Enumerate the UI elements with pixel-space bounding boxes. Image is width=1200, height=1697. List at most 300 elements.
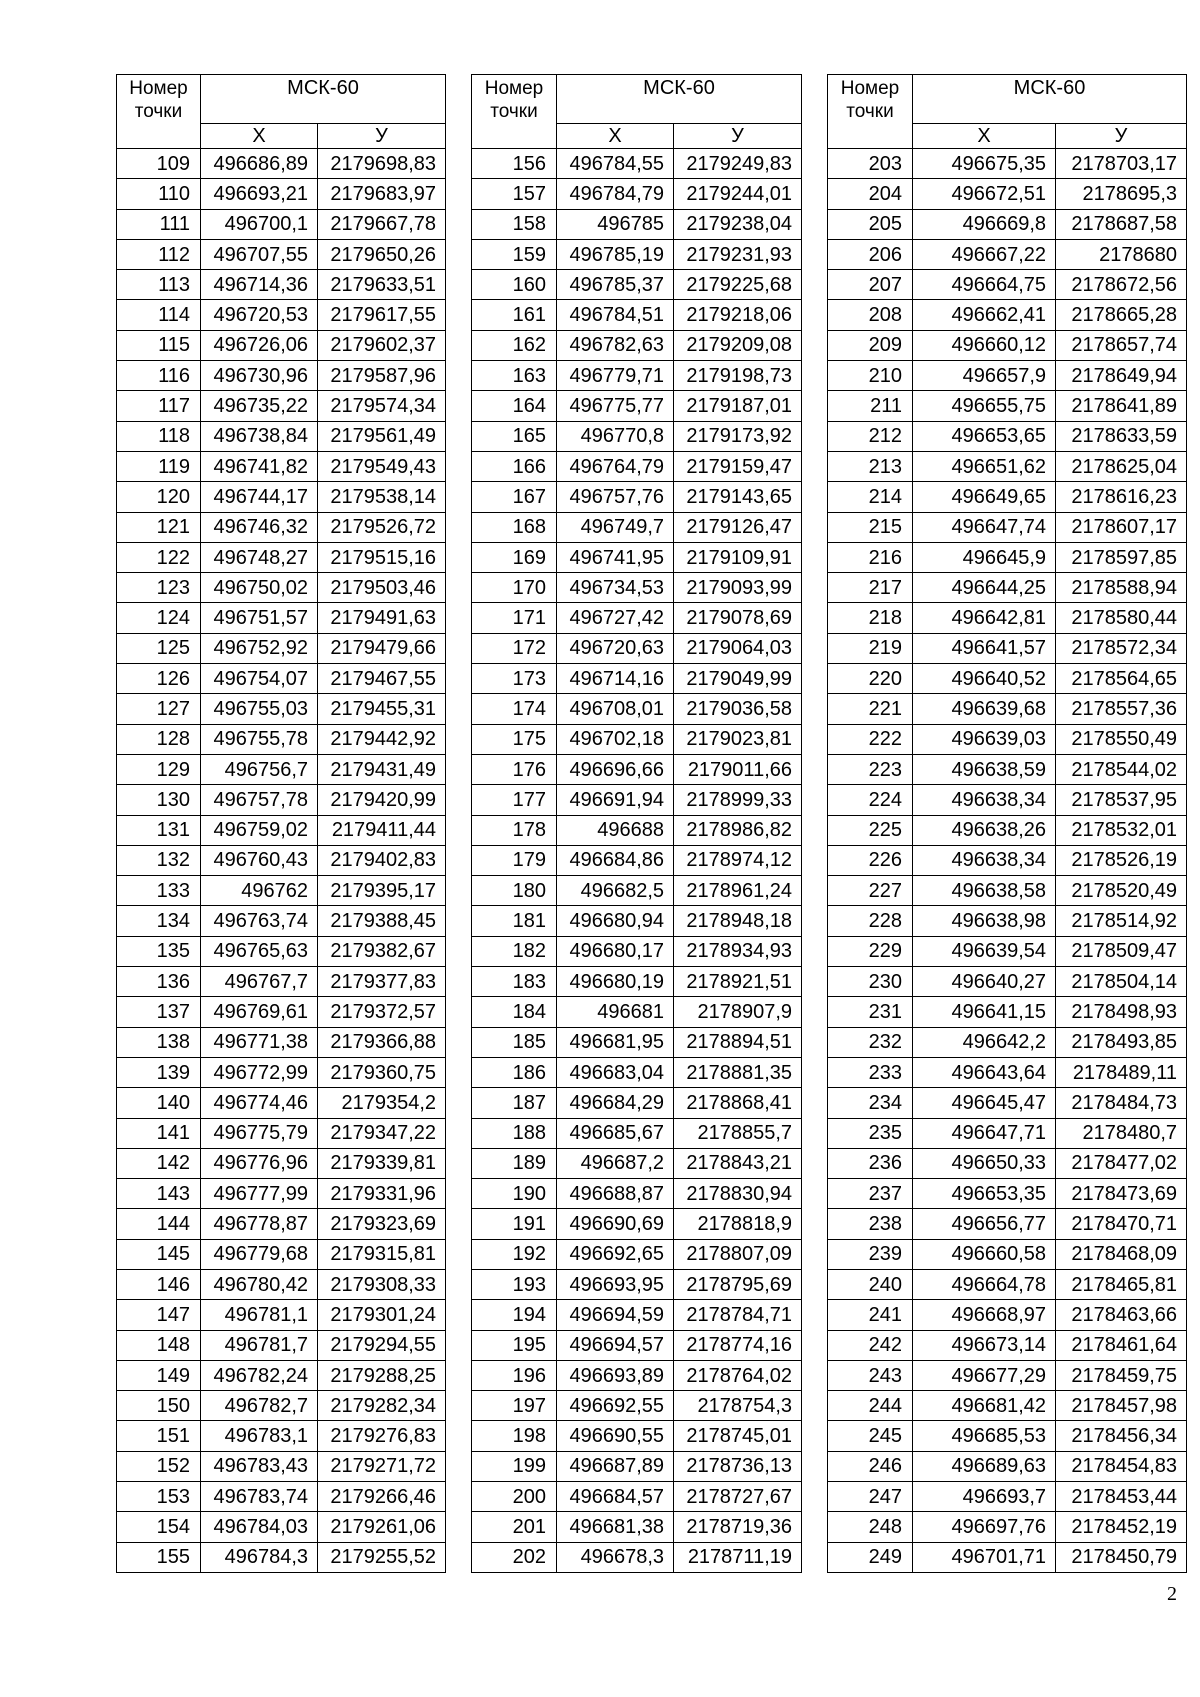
y-cell: 2179382,67 — [318, 936, 446, 966]
point-number-cell: 214 — [828, 482, 913, 512]
y-cell: 2179218,06 — [674, 300, 802, 330]
table-row — [472, 815, 802, 845]
x-cell: 496651,62 — [913, 451, 1056, 481]
x-cell: 496697,76 — [913, 1512, 1056, 1542]
y-cell: 2179276,83 — [318, 1421, 446, 1451]
x-cell: 496702,18 — [557, 724, 674, 754]
y-cell: 2179339,81 — [318, 1148, 446, 1178]
table-row — [117, 1360, 446, 1390]
point-number-cell: 203 — [828, 149, 913, 179]
y-cell: 2178452,19 — [1056, 1512, 1187, 1542]
table-row — [472, 239, 802, 269]
x-cell: 496681 — [557, 997, 674, 1027]
table-row — [828, 845, 1187, 875]
y-cell: 2179479,66 — [318, 633, 446, 663]
point-number-cell: 167 — [472, 482, 557, 512]
point-number-cell: 176 — [472, 754, 557, 784]
y-cell: 2178807,09 — [674, 1239, 802, 1269]
point-number-cell: 205 — [828, 209, 913, 239]
table-row — [828, 1451, 1187, 1481]
x-cell: 496675,35 — [913, 149, 1056, 179]
table-row — [472, 391, 802, 421]
x-cell: 496677,29 — [913, 1360, 1056, 1390]
table-row — [472, 1179, 802, 1209]
y-cell: 2178868,41 — [674, 1088, 802, 1118]
y-cell: 2179198,73 — [674, 361, 802, 391]
point-number-cell: 235 — [828, 1118, 913, 1148]
table-row — [828, 1088, 1187, 1118]
table-row — [117, 1300, 446, 1330]
table-row — [117, 785, 446, 815]
y-cell: 2178588,94 — [1056, 573, 1187, 603]
x-cell: 496681,95 — [557, 1027, 674, 1057]
x-cell: 496730,96 — [201, 361, 318, 391]
point-number-cell: 248 — [828, 1512, 913, 1542]
y-cell: 2179294,55 — [318, 1330, 446, 1360]
point-number-cell: 111 — [117, 209, 201, 239]
table-row — [472, 1451, 802, 1481]
x-cell: 496776,96 — [201, 1148, 318, 1178]
point-number-cell: 239 — [828, 1239, 913, 1269]
point-number-cell: 166 — [472, 451, 557, 481]
x-cell: 496785 — [557, 209, 674, 239]
x-cell: 496720,53 — [201, 300, 318, 330]
x-cell: 496687,2 — [557, 1148, 674, 1178]
y-cell: 2179420,99 — [318, 785, 446, 815]
y-cell: 2179372,57 — [318, 997, 446, 1027]
y-cell: 2178680 — [1056, 239, 1187, 269]
x-cell: 496748,27 — [201, 542, 318, 572]
table-row — [472, 149, 802, 179]
y-cell: 2178526,19 — [1056, 845, 1187, 875]
table-row — [472, 906, 802, 936]
table-row — [828, 573, 1187, 603]
table-row — [117, 1088, 446, 1118]
y-cell: 2179315,81 — [318, 1239, 446, 1269]
point-number-cell: 158 — [472, 209, 557, 239]
table-row — [828, 754, 1187, 784]
x-cell: 496650,33 — [913, 1148, 1056, 1178]
point-number-cell: 125 — [117, 633, 201, 663]
y-cell: 2179683,97 — [318, 179, 446, 209]
x-cell: 496644,25 — [913, 573, 1056, 603]
point-number-cell: 202 — [472, 1542, 557, 1572]
table-row — [828, 482, 1187, 512]
y-cell: 2178544,02 — [1056, 754, 1187, 784]
x-cell: 496685,67 — [557, 1118, 674, 1148]
table-row — [117, 845, 446, 875]
table-row — [117, 270, 446, 300]
y-cell: 2179602,37 — [318, 330, 446, 360]
point-number-cell: 242 — [828, 1330, 913, 1360]
point-number-cell: 230 — [828, 967, 913, 997]
table-row — [828, 1391, 1187, 1421]
y-cell: 2178484,73 — [1056, 1088, 1187, 1118]
y-cell: 2179455,31 — [318, 694, 446, 724]
x-cell: 496754,07 — [201, 664, 318, 694]
point-number-cell: 218 — [828, 603, 913, 633]
y-cell: 2178456,34 — [1056, 1421, 1187, 1451]
x-cell: 496777,99 — [201, 1179, 318, 1209]
point-number-cell: 150 — [117, 1391, 201, 1421]
table-row — [472, 754, 802, 784]
table-row — [828, 421, 1187, 451]
point-number-cell: 110 — [117, 179, 201, 209]
point-number-cell: 121 — [117, 512, 201, 542]
point-number-cell: 155 — [117, 1542, 201, 1572]
table-row — [828, 1209, 1187, 1239]
point-number-cell: 236 — [828, 1148, 913, 1178]
point-number-cell: 238 — [828, 1209, 913, 1239]
table-row — [117, 1542, 446, 1572]
x-cell: 496684,57 — [557, 1482, 674, 1512]
table-row — [117, 1512, 446, 1542]
point-number-cell: 247 — [828, 1482, 913, 1512]
point-number-cell: 204 — [828, 179, 913, 209]
x-cell: 496784,03 — [201, 1512, 318, 1542]
x-cell: 496685,53 — [913, 1421, 1056, 1451]
table-row — [472, 1118, 802, 1148]
point-number-cell: 208 — [828, 300, 913, 330]
y-cell: 2178470,71 — [1056, 1209, 1187, 1239]
point-number-cell: 123 — [117, 573, 201, 603]
y-header: У — [318, 124, 446, 149]
point-number-cell: 143 — [117, 1179, 201, 1209]
table-row — [117, 1027, 446, 1057]
x-cell: 496752,92 — [201, 633, 318, 663]
point-number-cell: 216 — [828, 542, 913, 572]
table-row — [472, 1057, 802, 1087]
system-header: МСК-60 — [201, 75, 446, 124]
x-cell: 496638,58 — [913, 876, 1056, 906]
point-number-cell: 198 — [472, 1421, 557, 1451]
x-cell: 496662,41 — [913, 300, 1056, 330]
x-cell: 496639,54 — [913, 936, 1056, 966]
table-row — [472, 361, 802, 391]
point-number-cell: 177 — [472, 785, 557, 815]
point-number-cell: 179 — [472, 845, 557, 875]
y-cell: 2178703,17 — [1056, 149, 1187, 179]
x-cell: 496727,42 — [557, 603, 674, 633]
y-cell: 2178641,89 — [1056, 391, 1187, 421]
table-row — [828, 512, 1187, 542]
point-number-cell: 237 — [828, 1179, 913, 1209]
x-cell: 496680,17 — [557, 936, 674, 966]
table-row — [828, 694, 1187, 724]
table-row — [828, 149, 1187, 179]
y-cell: 2179354,2 — [318, 1088, 446, 1118]
table-row — [472, 482, 802, 512]
x-cell: 496756,7 — [201, 754, 318, 784]
y-cell: 2178493,85 — [1056, 1027, 1187, 1057]
point-number-cell: 224 — [828, 785, 913, 815]
x-cell: 496772,99 — [201, 1057, 318, 1087]
point-number-cell: 207 — [828, 270, 913, 300]
y-cell: 2178881,35 — [674, 1057, 802, 1087]
table-row — [828, 270, 1187, 300]
table-row — [828, 603, 1187, 633]
table-row — [117, 633, 446, 663]
y-cell: 2178465,81 — [1056, 1269, 1187, 1299]
x-cell: 496657,9 — [913, 361, 1056, 391]
table-row — [117, 482, 446, 512]
x-cell: 496686,89 — [201, 149, 318, 179]
point-number-cell: 135 — [117, 936, 201, 966]
point-number-cell: 116 — [117, 361, 201, 391]
y-cell: 2179442,92 — [318, 724, 446, 754]
table-row — [472, 1542, 802, 1572]
point-number-cell: 152 — [117, 1451, 201, 1481]
x-cell: 496755,78 — [201, 724, 318, 754]
x-cell: 496638,26 — [913, 815, 1056, 845]
table-row — [117, 573, 446, 603]
table-row — [472, 573, 802, 603]
y-cell: 2179187,01 — [674, 391, 802, 421]
table-row — [117, 1330, 446, 1360]
table-row — [472, 724, 802, 754]
table-row — [828, 1148, 1187, 1178]
y-cell: 2178754,3 — [674, 1391, 802, 1421]
point-number-cell: 223 — [828, 754, 913, 784]
x-cell: 496741,95 — [557, 542, 674, 572]
x-cell: 496688 — [557, 815, 674, 845]
point-number-cell: 122 — [117, 542, 201, 572]
table-row — [117, 209, 446, 239]
x-cell: 496638,59 — [913, 754, 1056, 784]
x-cell: 496649,65 — [913, 482, 1056, 512]
table-row — [828, 815, 1187, 845]
point-number-cell: 246 — [828, 1451, 913, 1481]
y-cell: 2178450,79 — [1056, 1542, 1187, 1572]
x-cell: 496738,84 — [201, 421, 318, 451]
x-cell: 496750,02 — [201, 573, 318, 603]
point-number-cell: 211 — [828, 391, 913, 421]
y-cell: 2178695,3 — [1056, 179, 1187, 209]
table-row — [828, 633, 1187, 663]
x-cell: 496769,61 — [201, 997, 318, 1027]
table-row — [472, 967, 802, 997]
y-cell: 2179173,92 — [674, 421, 802, 451]
point-number-cell: 173 — [472, 664, 557, 694]
x-cell: 496693,89 — [557, 1360, 674, 1390]
table-row — [828, 1179, 1187, 1209]
x-cell: 496760,43 — [201, 845, 318, 875]
table-row — [828, 1512, 1187, 1542]
y-cell: 2179064,03 — [674, 633, 802, 663]
y-cell: 2178489,11 — [1056, 1057, 1187, 1087]
point-number-cell: 209 — [828, 330, 913, 360]
table-row — [472, 179, 802, 209]
y-cell: 2178520,49 — [1056, 876, 1187, 906]
x-cell: 496690,69 — [557, 1209, 674, 1239]
point-number-cell: 182 — [472, 936, 557, 966]
table-row — [472, 1209, 802, 1239]
y-cell: 2178480,7 — [1056, 1118, 1187, 1148]
point-number-cell: 193 — [472, 1269, 557, 1299]
x-cell: 496744,17 — [201, 482, 318, 512]
table-row — [472, 664, 802, 694]
x-cell: 496641,15 — [913, 997, 1056, 1027]
x-cell: 496694,57 — [557, 1330, 674, 1360]
point-number-cell: 186 — [472, 1057, 557, 1087]
y-cell: 2178986,82 — [674, 815, 802, 845]
x-header: X — [913, 124, 1056, 149]
table-row — [117, 603, 446, 633]
table-row — [117, 754, 446, 784]
table-row — [828, 967, 1187, 997]
system-header: МСК-60 — [557, 75, 802, 124]
point-number-cell: 197 — [472, 1391, 557, 1421]
point-number-cell: 165 — [472, 421, 557, 451]
page-number: 2 — [1167, 1583, 1177, 1605]
point-number-cell: 170 — [472, 573, 557, 603]
y-cell: 2178764,02 — [674, 1360, 802, 1390]
y-cell: 2179574,34 — [318, 391, 446, 421]
x-cell: 496755,03 — [201, 694, 318, 724]
table-row — [117, 1482, 446, 1512]
x-cell: 496775,77 — [557, 391, 674, 421]
y-cell: 2179255,52 — [318, 1542, 446, 1572]
point-number-cell: 180 — [472, 876, 557, 906]
x-cell: 496759,02 — [201, 815, 318, 845]
table-row — [472, 1148, 802, 1178]
y-cell: 2179049,99 — [674, 664, 802, 694]
point-number-cell: 175 — [472, 724, 557, 754]
x-cell: 496645,9 — [913, 542, 1056, 572]
x-cell: 496660,12 — [913, 330, 1056, 360]
y-cell: 2179617,55 — [318, 300, 446, 330]
x-cell: 496774,46 — [201, 1088, 318, 1118]
table-row — [472, 876, 802, 906]
x-cell: 496690,55 — [557, 1421, 674, 1451]
x-cell: 496645,47 — [913, 1088, 1056, 1118]
y-cell: 2179561,49 — [318, 421, 446, 451]
y-header: У — [1056, 124, 1187, 149]
y-cell: 2179261,06 — [318, 1512, 446, 1542]
x-cell: 496668,97 — [913, 1300, 1056, 1330]
point-number-cell: 160 — [472, 270, 557, 300]
point-number-header: Номер точки — [117, 75, 201, 149]
x-cell: 496640,52 — [913, 664, 1056, 694]
y-cell: 2178727,67 — [674, 1482, 802, 1512]
x-cell: 496640,27 — [913, 967, 1056, 997]
point-number-cell: 222 — [828, 724, 913, 754]
y-cell: 2179411,44 — [318, 815, 446, 845]
table-row — [472, 633, 802, 663]
x-cell: 496696,66 — [557, 754, 674, 784]
y-cell: 2179126,47 — [674, 512, 802, 542]
system-header: МСК-60 — [913, 75, 1187, 124]
table-row — [828, 451, 1187, 481]
table-row — [117, 391, 446, 421]
table-row — [472, 1360, 802, 1390]
x-cell: 496784,79 — [557, 179, 674, 209]
y-cell: 2178557,36 — [1056, 694, 1187, 724]
table-row — [828, 1542, 1187, 1572]
x-cell: 496693,21 — [201, 179, 318, 209]
x-cell: 496783,1 — [201, 1421, 318, 1451]
table-row — [472, 1512, 802, 1542]
point-number-cell: 149 — [117, 1360, 201, 1390]
point-number-cell: 129 — [117, 754, 201, 784]
y-cell: 2178784,71 — [674, 1300, 802, 1330]
table-row — [828, 209, 1187, 239]
point-number-cell: 146 — [117, 1269, 201, 1299]
point-number-cell: 213 — [828, 451, 913, 481]
y-cell: 2179308,33 — [318, 1269, 446, 1299]
point-number-cell: 168 — [472, 512, 557, 542]
table-row — [117, 542, 446, 572]
y-cell: 2178855,7 — [674, 1118, 802, 1148]
point-number-cell: 241 — [828, 1300, 913, 1330]
point-number-cell: 201 — [472, 1512, 557, 1542]
y-cell: 2178607,17 — [1056, 512, 1187, 542]
y-cell: 2178457,98 — [1056, 1391, 1187, 1421]
x-cell: 496656,77 — [913, 1209, 1056, 1239]
y-cell: 2178774,16 — [674, 1330, 802, 1360]
point-number-cell: 109 — [117, 149, 201, 179]
y-cell: 2178736,13 — [674, 1451, 802, 1481]
table-row — [117, 1148, 446, 1178]
y-cell: 2179288,25 — [318, 1360, 446, 1390]
y-cell: 2178572,34 — [1056, 633, 1187, 663]
x-cell: 496673,14 — [913, 1330, 1056, 1360]
x-header: X — [557, 124, 674, 149]
table-row — [472, 451, 802, 481]
y-header: У — [674, 124, 802, 149]
table-row — [828, 724, 1187, 754]
y-cell: 2178633,59 — [1056, 421, 1187, 451]
table-row — [117, 179, 446, 209]
y-cell: 2178514,92 — [1056, 906, 1187, 936]
table-row — [117, 694, 446, 724]
y-cell: 2179491,63 — [318, 603, 446, 633]
x-cell: 496639,03 — [913, 724, 1056, 754]
x-cell: 496757,76 — [557, 482, 674, 512]
table-row — [828, 1057, 1187, 1087]
y-cell: 2178657,74 — [1056, 330, 1187, 360]
y-cell: 2178468,09 — [1056, 1239, 1187, 1269]
table-row — [828, 1482, 1187, 1512]
x-cell: 496667,22 — [913, 239, 1056, 269]
x-cell: 496770,8 — [557, 421, 674, 451]
table-row — [117, 300, 446, 330]
y-cell: 2178894,51 — [674, 1027, 802, 1057]
table-row — [472, 1027, 802, 1057]
table-row — [472, 209, 802, 239]
table-row — [828, 936, 1187, 966]
table-row — [828, 906, 1187, 936]
table-row — [117, 997, 446, 1027]
y-cell: 2178509,47 — [1056, 936, 1187, 966]
table-row — [117, 1269, 446, 1299]
point-number-cell: 151 — [117, 1421, 201, 1451]
table-row — [117, 664, 446, 694]
x-cell: 496708,01 — [557, 694, 674, 724]
x-cell: 496757,78 — [201, 785, 318, 815]
x-cell: 496746,32 — [201, 512, 318, 542]
point-number-cell: 190 — [472, 1179, 557, 1209]
y-cell: 2179238,04 — [674, 209, 802, 239]
x-cell: 496735,22 — [201, 391, 318, 421]
point-number-cell: 119 — [117, 451, 201, 481]
table-row — [117, 421, 446, 451]
x-cell: 496763,74 — [201, 906, 318, 936]
table-row — [117, 361, 446, 391]
x-cell: 496647,71 — [913, 1118, 1056, 1148]
point-number-cell: 163 — [472, 361, 557, 391]
x-cell: 496714,36 — [201, 270, 318, 300]
